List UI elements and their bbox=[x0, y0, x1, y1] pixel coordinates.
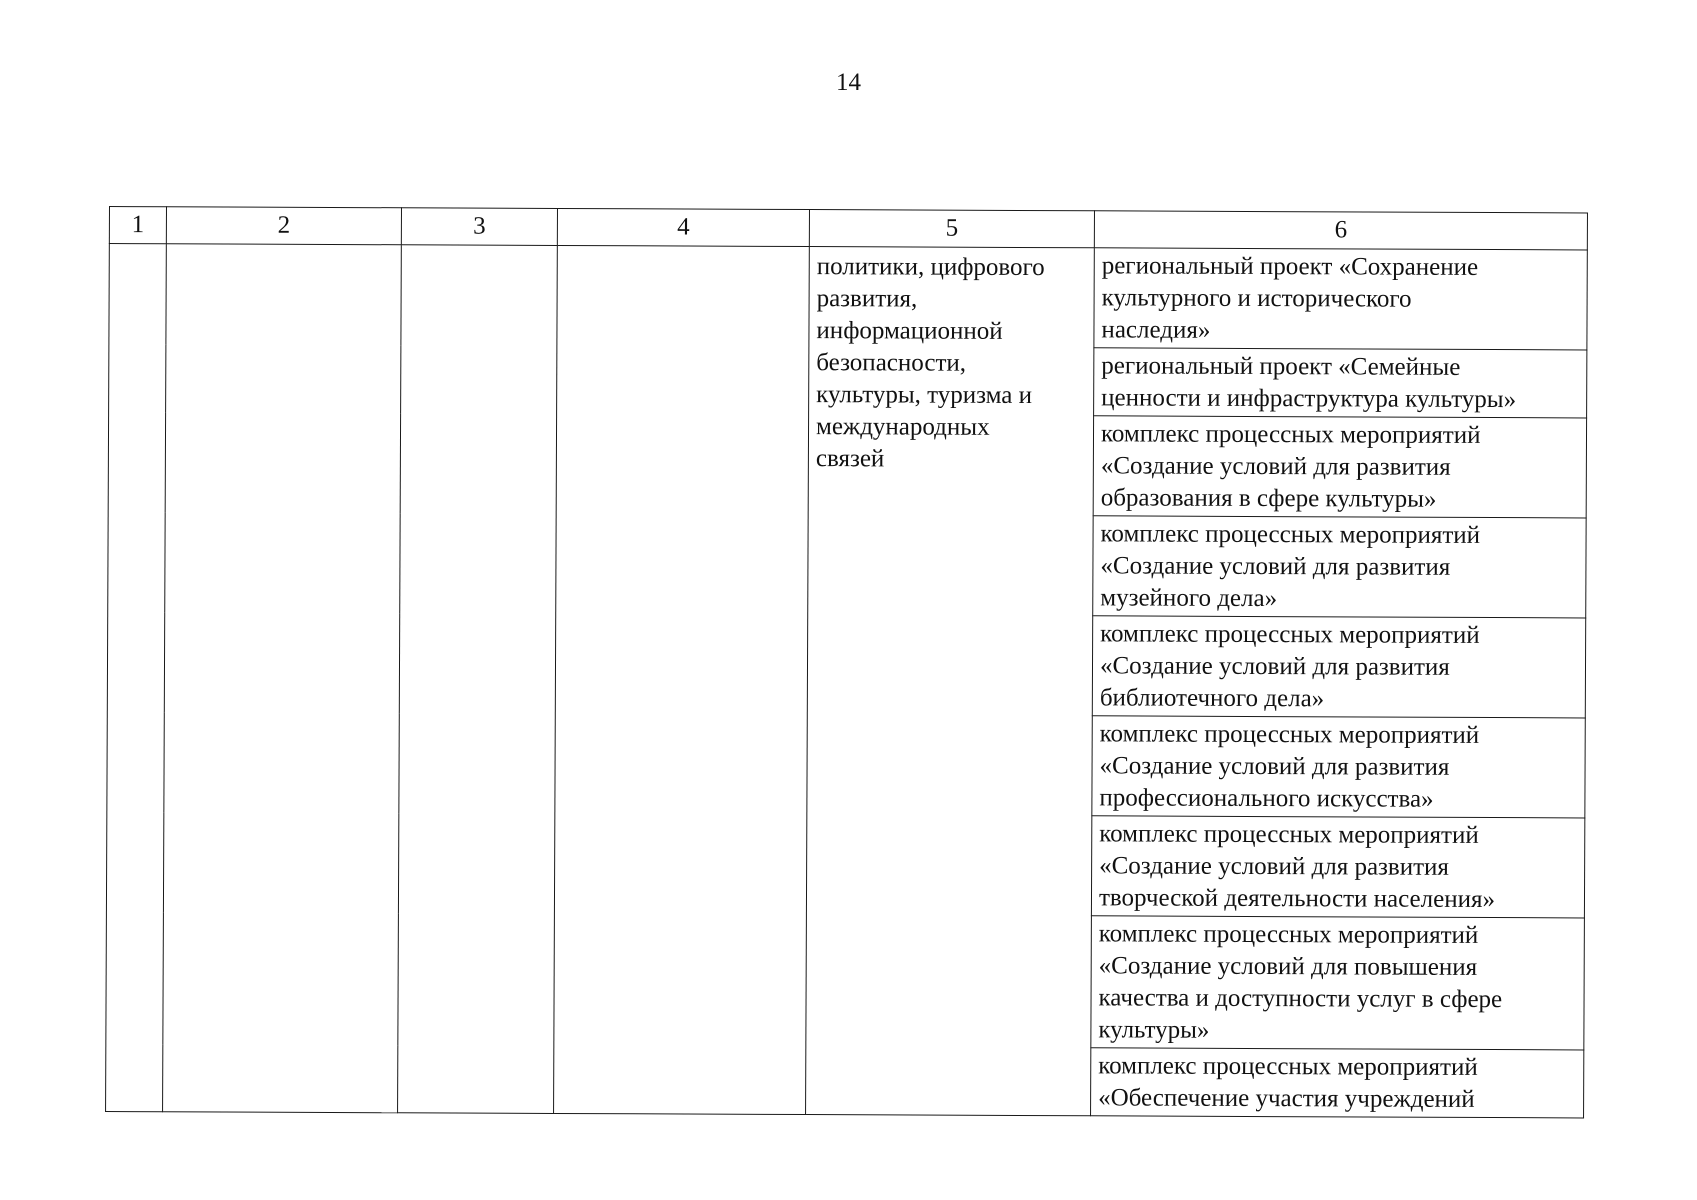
document-table bbox=[105, 206, 1588, 1118]
text-line: профессионального искусства» bbox=[1099, 784, 1434, 813]
header-cell-4: 4 bbox=[557, 208, 809, 246]
text-line: наследия» bbox=[1101, 316, 1211, 344]
page-number bbox=[0, 68, 1697, 98]
project-item bbox=[1092, 716, 1585, 818]
text-line: творческой деятельности населения» bbox=[1098, 884, 1496, 914]
project-item bbox=[1093, 516, 1586, 618]
text-line: комплекс процессных мероприятий bbox=[1100, 620, 1480, 649]
text-line: библиотечного дела» bbox=[1099, 684, 1325, 713]
cell-col2 bbox=[163, 244, 402, 1113]
project-item bbox=[1092, 616, 1585, 718]
project-item bbox=[1094, 248, 1587, 350]
text-line: комплекс процессных мероприятий bbox=[1098, 920, 1479, 949]
project-item bbox=[1091, 1048, 1584, 1118]
project-item bbox=[1093, 416, 1586, 518]
cell-col1 bbox=[106, 244, 167, 1112]
header-cell-3: 3 bbox=[401, 208, 557, 246]
text-line: качества и доступности услуг в сфере bbox=[1098, 984, 1503, 1014]
table-row bbox=[109, 244, 1587, 350]
text-line: информационной bbox=[816, 317, 1003, 345]
text-line: политики, цифрового bbox=[816, 253, 1045, 282]
text-line: культуры» bbox=[1098, 1016, 1210, 1044]
text-line: ценности и инфраструктура культуры» bbox=[1101, 384, 1517, 414]
text-line: «Создание условий для повышения bbox=[1098, 952, 1478, 981]
text-line: «Создание условий для развития bbox=[1099, 752, 1450, 781]
text-line: «Создание условий для развития bbox=[1100, 452, 1451, 481]
text-line: международных bbox=[815, 413, 990, 441]
text-line: безопасности, bbox=[816, 349, 967, 377]
text-line: «Создание условий для развития bbox=[1099, 852, 1449, 881]
table-header-row bbox=[109, 207, 1587, 250]
cell-col3 bbox=[398, 245, 558, 1114]
cell-col4 bbox=[554, 245, 810, 1114]
text-line: региональный проект «Семейные bbox=[1101, 352, 1461, 381]
text-line: музейного дела» bbox=[1100, 584, 1278, 613]
header-cell-1: 1 bbox=[109, 207, 166, 244]
text-line: развития, bbox=[816, 285, 918, 313]
project-item bbox=[1094, 348, 1587, 418]
cell-col5-responsible bbox=[806, 247, 1095, 1116]
text-line: комплекс процессных мероприятий bbox=[1099, 820, 1479, 849]
project-item bbox=[1091, 816, 1584, 918]
header-cell-6: 6 bbox=[1094, 211, 1587, 250]
header-cell-2: 2 bbox=[166, 207, 401, 245]
page-number-text: 14 bbox=[836, 69, 861, 96]
text-line: культурного и исторического bbox=[1101, 284, 1412, 313]
text-line: «Создание условий для развития bbox=[1100, 552, 1451, 581]
header-cell-5: 5 bbox=[809, 210, 1094, 248]
project-item bbox=[1091, 916, 1585, 1050]
text-line: связей bbox=[815, 445, 885, 473]
text-line: комплекс процессных мероприятий bbox=[1099, 720, 1480, 749]
text-line: комплекс процессных мероприятий bbox=[1098, 1052, 1478, 1081]
text-line: «Обеспечение участия учреждений bbox=[1098, 1084, 1475, 1113]
text-line: комплекс процессных мероприятий bbox=[1100, 520, 1481, 549]
text-line: региональный проект «Сохранение bbox=[1101, 252, 1479, 281]
text-line: образования в сфере культуры» bbox=[1100, 484, 1437, 513]
text-line: «Создание условий для развития bbox=[1099, 652, 1450, 681]
text-line: комплекс процессных мероприятий bbox=[1100, 420, 1481, 449]
text-line: культуры, туризма и bbox=[816, 381, 1033, 410]
